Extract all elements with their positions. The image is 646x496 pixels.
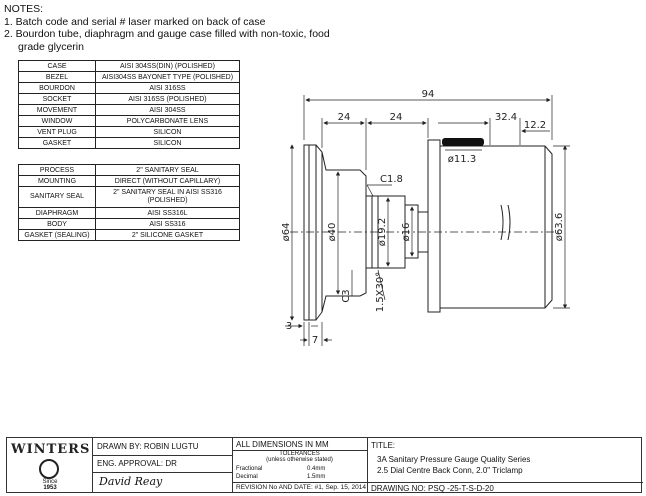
logo-text: WINTERS [11,442,91,457]
dim-chamfer-c18: C1.8 [380,174,403,185]
body-value: AISI SS316 [96,219,240,230]
gasket-value: 2" SILICONE GASKET [96,230,240,241]
dim-flange-length: 24 [337,112,351,123]
sanitary-seal-key: SANITARY SEAL [19,187,96,208]
tolerances-sub: (unless otherwise stated) [266,457,333,463]
winters-logo [11,442,89,492]
material-value: SILICON [96,138,240,149]
process-value: 2" SANITARY SEAL [96,165,240,176]
material-value: SILICON [96,127,240,138]
fractional-value: 0.4mm [307,466,326,472]
title-line-1: 3A Sanitary Pressure Gauge Quality Series [377,455,531,464]
material-key: MOVEMENT [19,105,96,116]
decimal-value: 1.5mm [307,474,326,480]
flange-outline [304,145,316,320]
dim-seat-diameter: ø40 [327,222,338,242]
signature-stamp [203,476,227,490]
title-label: TITLE: [371,441,396,450]
material-value: POLYCARBONATE LENS [96,116,240,127]
tolerances: TOLERANCES [279,451,320,457]
material-key: CASE [19,61,96,72]
body-key: BODY [19,219,96,230]
material-key: VENT PLUG [19,127,96,138]
sanitary-seal-value-line1: 2" SANITARY SEAL IN AISI SS316 [113,189,222,196]
dim-stem-diameter: ø19.2 [377,217,388,247]
dim-case-diameter: ø63.6 [554,212,565,242]
dim-chamfer-c3: C3 [341,289,352,303]
all-dimensions: ALL DIMENSIONS IN MM [236,440,329,449]
mounting-value: DIRECT (WITHOUT CAPILLARY) [96,176,240,187]
logo-year: 1953 [43,485,57,491]
sanitary-seal-value-line2: (POLISHED) [147,197,188,204]
material-value: AISI 316SS [96,83,240,94]
signature: David Reay [99,475,163,488]
revision: REVISION No AND DATE: #1, Sep. 15, 2014 [236,484,366,491]
material-value: AISI 304SS(DIN) (POLISHED) [96,61,240,72]
notes-heading: NOTES: [4,3,44,15]
fractional-label: Fractional [236,466,263,472]
dim-neck-length: 24 [389,112,403,123]
dim-vent-diameter: ø11.3 [447,154,477,165]
decimal-label: Decimal [236,474,258,480]
material-value: AISI 316SS (POLISHED) [96,94,240,105]
dim-stem-small-diameter: ø16 [401,222,412,242]
dim-chamfer-angle: 1.5X30° [375,271,386,313]
dim-step-length: 7 [311,335,319,346]
material-key: SOCKET [19,94,96,105]
vent-plug [442,138,484,146]
dim-overall: 94 [421,89,435,100]
gasket-key: GASKET (SEALING) [19,230,96,241]
diaphragm-value: AISI SS316L [96,208,240,219]
note-2-cont: grade glycerin [18,40,84,53]
gauge-icon [39,459,59,479]
material-value: AISI304SS BAYONET TYPE (POLISHED) [96,72,240,83]
dim-bezel-length: 12.2 [523,120,547,131]
title-block [6,437,642,493]
note-2: 2. Bourdon tube, diaphragm and gauge case filled with non-toxic, food [4,28,330,40]
dim-case-depth: 32.4 [494,112,518,123]
material-key: BOURDON [19,83,96,94]
material-key: GASKET [19,138,96,149]
eng-approval: ENG. APPROVAL: DR [97,459,177,468]
material-key: BEZEL [19,72,96,83]
material-key: WINDOW [19,116,96,127]
mounting-key: MOUNTING [19,176,96,187]
process-key: PROCESS [19,165,96,176]
diaphragm-key: DIAPHRAGM [19,208,96,219]
dim-flange-thickness: 3 [285,321,293,332]
note-1: 1. Batch code and serial # laser marked on back of case [4,15,266,28]
drawing-number: DRAWING NO: PSQ -25-T-S-D-20 [371,484,494,493]
logo-since: Since [42,479,58,485]
case-body [428,140,552,312]
drawn-by: DRAWN BY: ROBIN LUGTU [97,442,199,451]
material-value: AISI 304SS [96,105,240,116]
flange-taper [316,145,322,320]
dim-flange-diameter: ø64 [281,222,292,242]
title-line-2: 2.5 Dial Centre Back Conn, 2.0" Triclamp [377,466,523,475]
